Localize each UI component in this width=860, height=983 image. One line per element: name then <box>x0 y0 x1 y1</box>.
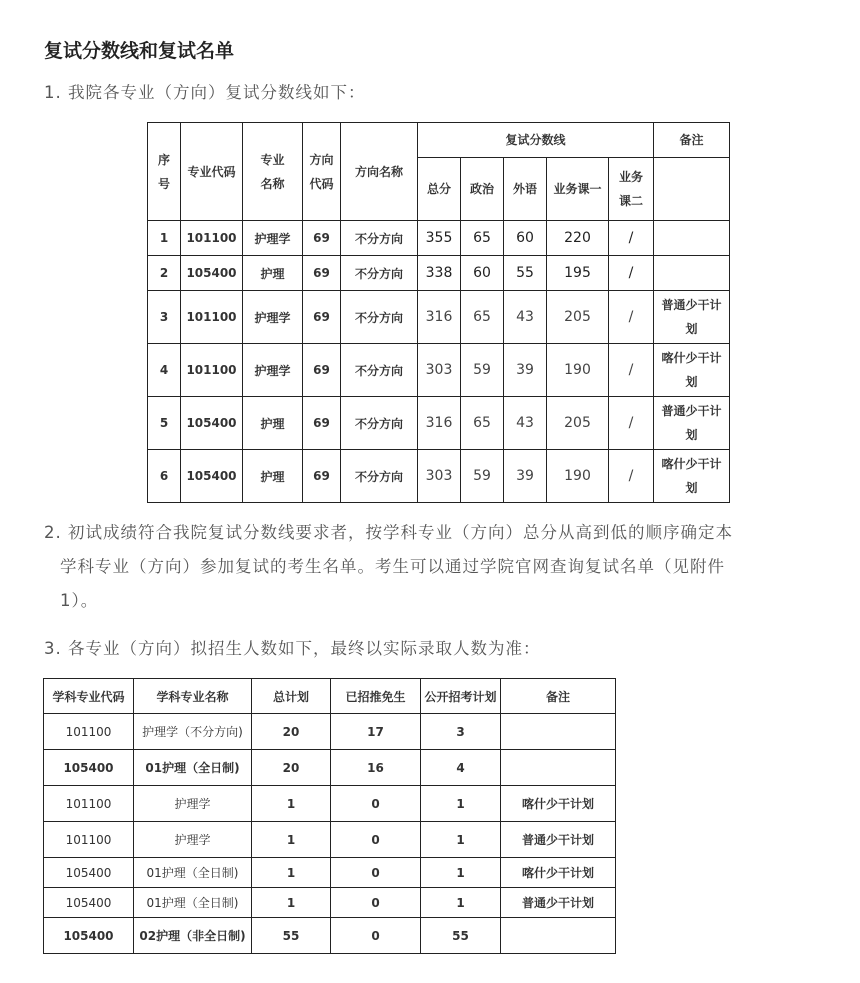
cell-c2: / <box>609 344 654 397</box>
cell-c2: / <box>609 221 654 256</box>
cell-total: 1 <box>252 888 331 918</box>
table2-header: 学科专业代码 <box>44 679 134 714</box>
header-major-name: 专业 名称 <box>243 123 303 221</box>
header-politics: 政治 <box>461 158 504 221</box>
header-course1: 业务课一 <box>547 158 609 221</box>
cell-dirname: 不分方向 <box>341 221 418 256</box>
header-seq: 序 号 <box>148 123 181 221</box>
cell-code: 101100 <box>181 221 243 256</box>
cell-dirname: 不分方向 <box>341 256 418 291</box>
cell-seq: 2 <box>148 256 181 291</box>
cell-code: 105400 <box>181 450 243 503</box>
table2-header: 公开招考计划 <box>421 679 501 714</box>
cell-note <box>501 750 616 786</box>
table-row <box>148 397 730 450</box>
score-line-table <box>147 122 730 503</box>
cell-total: 1 <box>252 786 331 822</box>
cell-code: 105400 <box>181 256 243 291</box>
cell-name: 01护理（全日制) <box>134 858 252 888</box>
cell-dirname: 不分方向 <box>341 397 418 450</box>
cell-major: 护理学 <box>243 344 303 397</box>
cell-name: 02护理（非全日制) <box>134 918 252 954</box>
cell-c2: / <box>609 450 654 503</box>
cell-note: 喀什少干计 划 <box>654 450 730 503</box>
cell-c1: 190 <box>547 344 609 397</box>
cell-name: 01护理（全日制) <box>134 888 252 918</box>
cell-dirname: 不分方向 <box>341 344 418 397</box>
cell-seq: 3 <box>148 291 181 344</box>
header-note: 备注 <box>654 123 730 158</box>
cell-foreign: 39 <box>504 344 547 397</box>
paragraph-2: 2. 初试成绩符合我院复试分数线要求者，按学科专业（方向）总分从高到低的顺序确定本 学科专业（方向）参加复试的考生名单。考生可以通过学院官网查询复试名单（见附件 1）。 <box>44 523 733 610</box>
table2-header: 已招推免生 <box>331 679 421 714</box>
cell-name: 护理学 <box>134 822 252 858</box>
cell-dircode: 69 <box>303 344 341 397</box>
cell-c2: / <box>609 291 654 344</box>
cell-total: 303 <box>418 450 461 503</box>
cell-total: 355 <box>418 221 461 256</box>
cell-note: 喀什少干计 划 <box>654 344 730 397</box>
cell-code: 105400 <box>181 397 243 450</box>
cell-politics: 65 <box>461 291 504 344</box>
cell-total: 1 <box>252 858 331 888</box>
cell-dirname: 不分方向 <box>341 450 418 503</box>
cell-code: 101100 <box>181 344 243 397</box>
cell-open: 55 <box>421 918 501 954</box>
cell-major: 护理学 <box>243 221 303 256</box>
header-foreign: 外语 <box>504 158 547 221</box>
cell-seq: 4 <box>148 344 181 397</box>
table-row <box>44 858 616 888</box>
cell-c1: 205 <box>547 397 609 450</box>
paragraph-3: 3. 各专业（方向）拟招生人数如下，最终以实际录取人数为准： <box>44 639 541 658</box>
cell-code: 101100 <box>44 714 134 750</box>
cell-exempt: 0 <box>331 918 421 954</box>
cell-total: 20 <box>252 750 331 786</box>
cell-seq: 6 <box>148 450 181 503</box>
page-title: 复试分数线和复试名单 <box>44 40 235 62</box>
cell-note: 喀什少干计划 <box>501 858 616 888</box>
cell-dircode: 69 <box>303 397 341 450</box>
header-major-code: 专业代码 <box>181 123 243 221</box>
cell-major: 护理 <box>243 397 303 450</box>
cell-total: 303 <box>418 344 461 397</box>
cell-note: 喀什少干计划 <box>501 786 616 822</box>
cell-c2: / <box>609 256 654 291</box>
cell-foreign: 43 <box>504 397 547 450</box>
table2-header: 总计划 <box>252 679 331 714</box>
cell-code: 105400 <box>44 750 134 786</box>
table-row <box>44 714 616 750</box>
cell-name: 护理学（不分方向) <box>134 714 252 750</box>
cell-total: 338 <box>418 256 461 291</box>
cell-total: 316 <box>418 397 461 450</box>
cell-exempt: 0 <box>331 888 421 918</box>
cell-politics: 59 <box>461 344 504 397</box>
cell-exempt: 0 <box>331 822 421 858</box>
cell-exempt: 16 <box>331 750 421 786</box>
cell-total: 1 <box>252 822 331 858</box>
cell-note <box>654 221 730 256</box>
cell-dircode: 69 <box>303 256 341 291</box>
cell-open: 1 <box>421 888 501 918</box>
paragraph-1: 1. 我院各专业（方向）复试分数线如下： <box>44 83 366 102</box>
table-row <box>44 750 616 786</box>
header-direction-code: 方向 代码 <box>303 123 341 221</box>
table-row <box>44 918 616 954</box>
header-direction-name: 方向名称 <box>341 123 418 221</box>
cell-note <box>654 256 730 291</box>
cell-foreign: 55 <box>504 256 547 291</box>
cell-exempt: 17 <box>331 714 421 750</box>
table-row <box>44 822 616 858</box>
table2-header: 学科专业名称 <box>134 679 252 714</box>
cell-politics: 65 <box>461 397 504 450</box>
cell-name: 护理学 <box>134 786 252 822</box>
cell-open: 4 <box>421 750 501 786</box>
header-total: 总分 <box>418 158 461 221</box>
cell-open: 3 <box>421 714 501 750</box>
table2-header: 备注 <box>501 679 616 714</box>
cell-note: 普通少干计 划 <box>654 291 730 344</box>
enrollment-plan-table <box>43 678 616 954</box>
cell-c1: 195 <box>547 256 609 291</box>
cell-c1: 220 <box>547 221 609 256</box>
table-row <box>148 344 730 397</box>
cell-open: 1 <box>421 858 501 888</box>
cell-open: 1 <box>421 822 501 858</box>
cell-foreign: 43 <box>504 291 547 344</box>
cell-code: 101100 <box>181 291 243 344</box>
cell-major: 护理 <box>243 256 303 291</box>
table-row <box>44 888 616 918</box>
cell-code: 105400 <box>44 858 134 888</box>
cell-open: 1 <box>421 786 501 822</box>
cell-note: 普通少干计划 <box>501 822 616 858</box>
cell-dirname: 不分方向 <box>341 291 418 344</box>
cell-note <box>501 918 616 954</box>
cell-c2: / <box>609 397 654 450</box>
table-row <box>148 256 730 291</box>
cell-name: 01护理（全日制) <box>134 750 252 786</box>
cell-seq: 1 <box>148 221 181 256</box>
cell-politics: 60 <box>461 256 504 291</box>
table-row <box>44 786 616 822</box>
cell-politics: 65 <box>461 221 504 256</box>
cell-major: 护理 <box>243 450 303 503</box>
cell-note: 普通少干计划 <box>501 888 616 918</box>
cell-c1: 205 <box>547 291 609 344</box>
cell-note: 普通少干计 划 <box>654 397 730 450</box>
cell-dircode: 69 <box>303 450 341 503</box>
header-course2: 业务 课二 <box>609 158 654 221</box>
cell-c1: 190 <box>547 450 609 503</box>
cell-dircode: 69 <box>303 221 341 256</box>
cell-foreign: 60 <box>504 221 547 256</box>
cell-politics: 59 <box>461 450 504 503</box>
cell-foreign: 39 <box>504 450 547 503</box>
cell-exempt: 0 <box>331 858 421 888</box>
table-row <box>148 450 730 503</box>
cell-code: 105400 <box>44 918 134 954</box>
cell-total: 55 <box>252 918 331 954</box>
cell-code: 101100 <box>44 822 134 858</box>
header-note-empty <box>654 158 730 221</box>
header-score-line: 复试分数线 <box>418 123 654 158</box>
cell-exempt: 0 <box>331 786 421 822</box>
cell-total: 20 <box>252 714 331 750</box>
cell-major: 护理学 <box>243 291 303 344</box>
cell-code: 101100 <box>44 786 134 822</box>
cell-code: 105400 <box>44 888 134 918</box>
table-row <box>148 291 730 344</box>
cell-seq: 5 <box>148 397 181 450</box>
cell-dircode: 69 <box>303 291 341 344</box>
cell-note <box>501 714 616 750</box>
cell-total: 316 <box>418 291 461 344</box>
table-row <box>148 221 730 256</box>
